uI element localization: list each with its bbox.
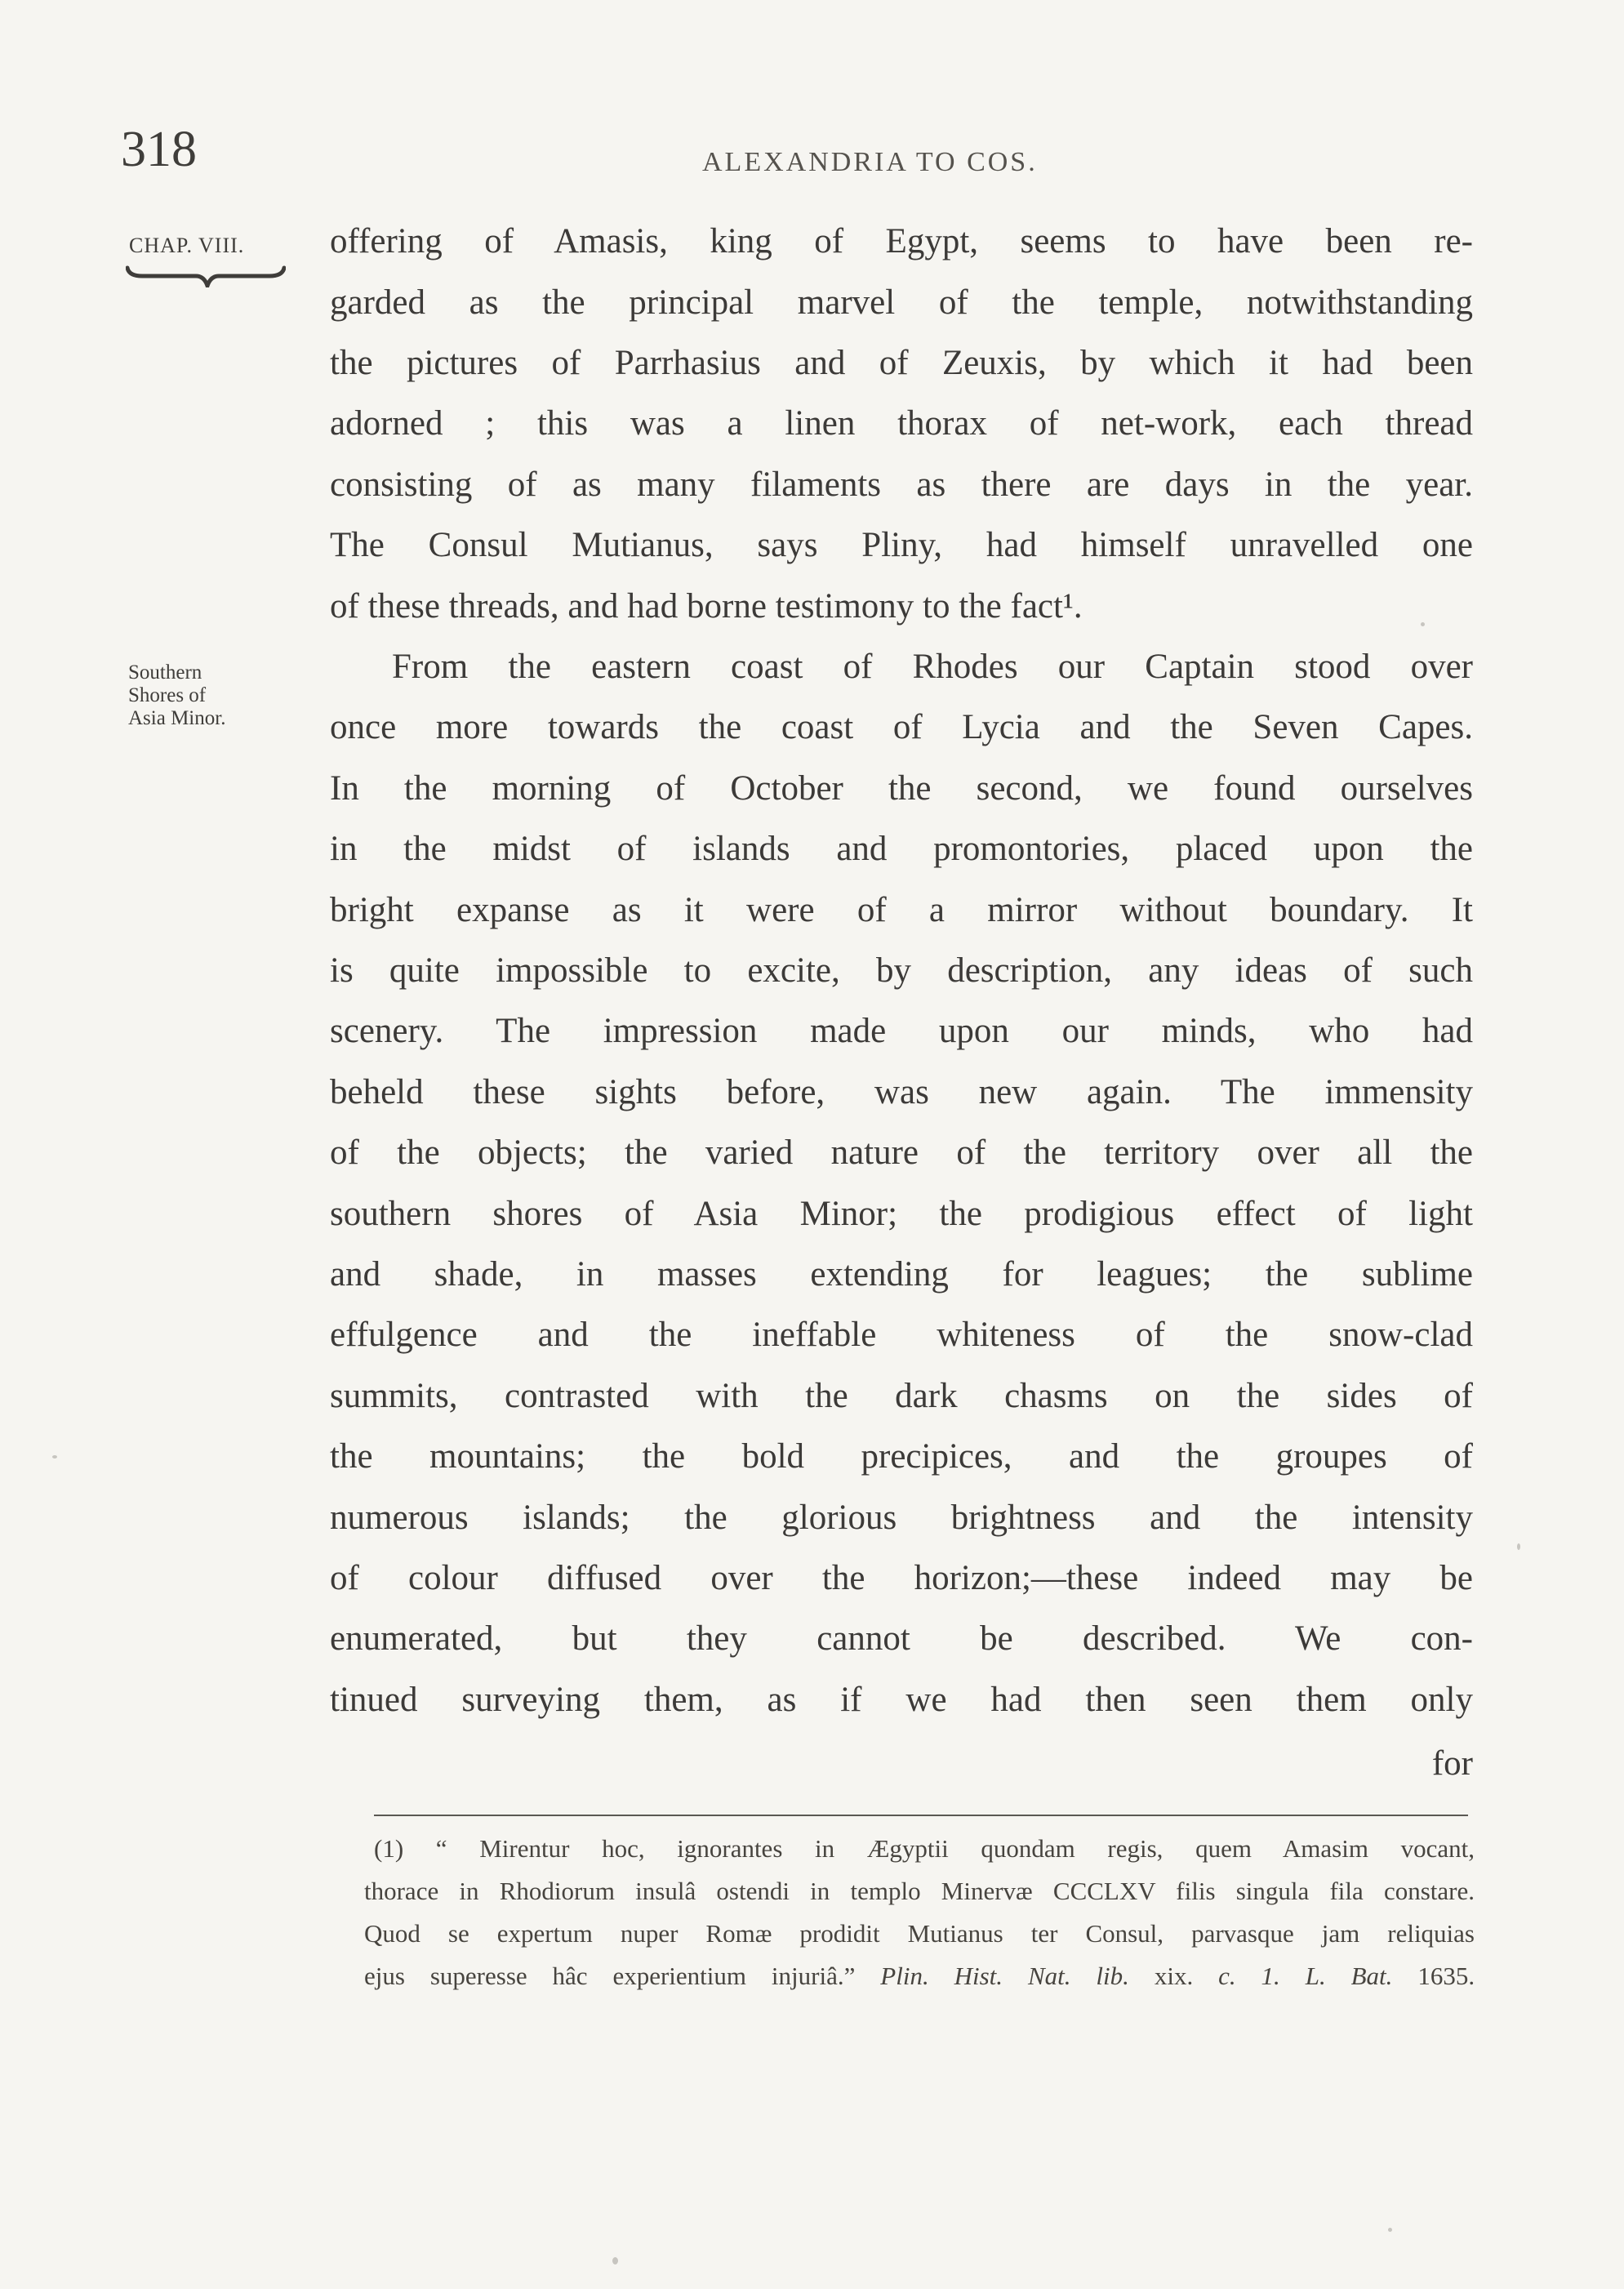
body-line: and shade, in masses extending for leagues; the sublime [330,1255,1473,1294]
margin-side-note [128,661,283,730]
citation-year: 1635. [1417,1962,1475,1990]
body-line: adorned ; this was a linen thorax of net-work, each thread [330,404,1473,443]
body-line: of the objects; the varied nature of the territory over all the [330,1133,1473,1172]
chapter-label: CHAP. VIII. [129,234,245,257]
paper-speck [1421,622,1425,626]
running-head: ALEXANDRIA TO COS. [702,147,1038,177]
body-line: In the morning of October the second, we found ourselves [330,769,1473,808]
chapter-brace-ornament [126,265,286,287]
side-note-line: Southern [128,661,202,684]
side-note-line: Shores of [128,684,207,706]
catchword: for [1431,1744,1473,1783]
footnote-line: (1) “ Mirentur hoc, ignorantes in Ægyptii quondam regis, quem Amasim vocant, [374,1834,1475,1863]
body-line: once more towards the coast of Lycia and the Seven Capes. [330,708,1473,746]
citation-book: xix. [1154,1962,1194,1990]
body-line: in the midst of islands and promontories, placed upon the [330,830,1473,868]
body-line: of colour diffused over the horizon;—these indeed may be [330,1559,1473,1597]
paper-speck [52,1455,57,1458]
citation-edition: L. Bat. [1305,1962,1393,1990]
paper-speck [1388,2228,1392,2232]
page-number: 318 [121,122,197,177]
citation-chapter: c. 1. [1218,1962,1280,1990]
body-line: the pictures of Parrhasius and of Zeuxis, by which it had been [330,344,1473,382]
body-line: garded as the principal marvel of the temple, notwithstanding [330,283,1473,322]
footnote-text: ejus superesse hâc experientium injuriâ.” [364,1962,856,1990]
body-line: The Consul Mutianus, says Pliny, had himself unravelled one [330,526,1473,564]
footnote-rule [374,1815,1468,1816]
body-line: bright expanse as it were of a mirror without boundary. It [330,891,1473,929]
body-line: southern shores of Asia Minor; the prodigious effect of light [330,1195,1473,1233]
body-line: of these threads, and had borne testimony to the fact¹. [330,587,1083,626]
body-line: offering of Amasis, king of Egypt, seems to have been re- [330,222,1473,261]
body-line: is quite impossible to excite, by description, any ideas of such [330,951,1473,990]
body-line: tinued surveying them, as if we had then seen them only [330,1681,1473,1719]
body-line: beheld these sights before, was new again. The immensity [330,1073,1473,1111]
footnote-last-line [364,1960,1475,1993]
paper-speck [612,2257,618,2265]
body-line: the mountains; the bold precipices, and the groupes of [330,1437,1473,1476]
footnote-line: thorace in Rhodiorum insulâ ostendi in templo Minervæ CCCLXV filis singula fila constare. [364,1877,1475,1905]
body-line: scenery. The impression made upon our minds, who had [330,1012,1473,1050]
footnote-line: Quod se expertum nuper Romæ prodidit Mutianus ter Consul, parvasque jam reliquias [364,1919,1475,1948]
side-note-line: Asia Minor. [128,707,226,729]
body-line: numerous islands; the glorious brightness and the intensity [330,1499,1473,1537]
body-line: consisting of as many filaments as there are days in the year. [330,465,1473,504]
citation-lib-label: lib. [1096,1962,1129,1990]
citation-work: Plin. Hist. Nat. [880,1962,1071,1990]
body-line: summits, contrasted with the dark chasms on the sides of [330,1377,1473,1415]
body-line: effulgence and the ineffable whiteness of the snow-clad [330,1316,1473,1354]
paper-speck [1517,1543,1520,1550]
paragraph-start-line: From the eastern coast of Rhodes our Captain stood over [392,648,1473,686]
body-line: enumerated, but they cannot be described. We con- [330,1619,1473,1658]
